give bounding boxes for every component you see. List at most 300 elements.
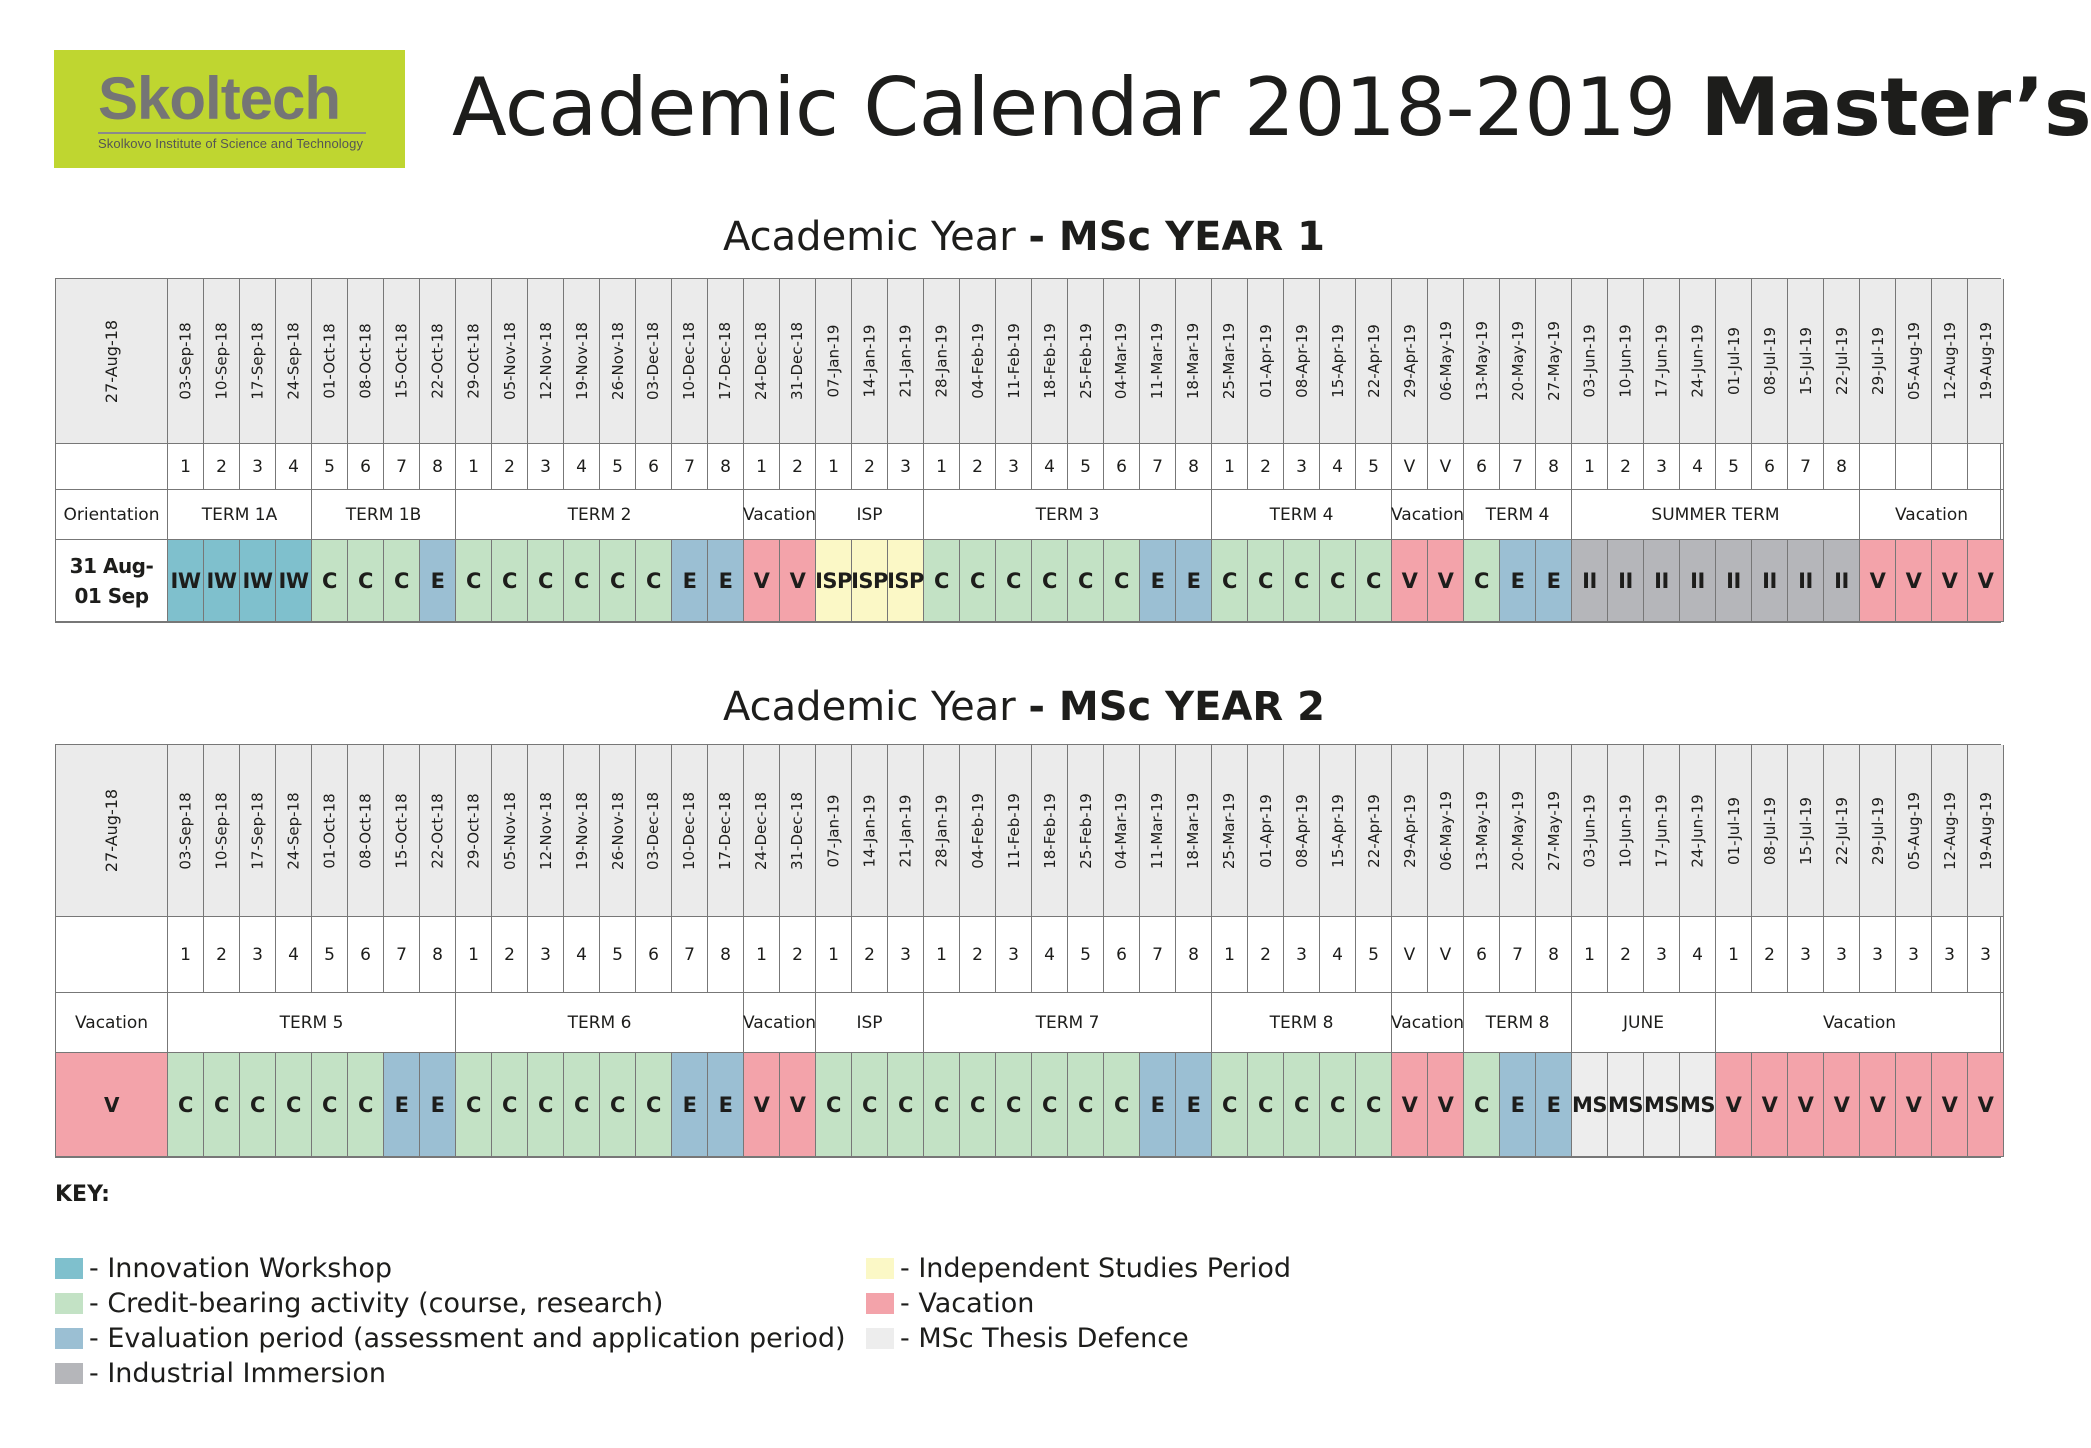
date-label: 18-Mar-19	[1184, 322, 1203, 400]
date-header	[1248, 279, 1284, 444]
week-number: 2	[1752, 917, 1788, 993]
date-label: 27-May-19	[1544, 321, 1563, 401]
activity-cell: II	[1752, 540, 1788, 622]
week-number: V	[1392, 444, 1428, 490]
year2-heading-bold: - MSc YEAR 2	[1028, 684, 1325, 730]
week-number: 1	[924, 444, 960, 490]
week-number: 6	[1464, 444, 1500, 490]
activity-cell: C	[492, 1053, 528, 1157]
week-number: 3	[1896, 917, 1932, 993]
activity-cell: C	[348, 540, 384, 622]
date-header	[1392, 279, 1428, 444]
activity-cell: II	[1644, 540, 1680, 622]
week-number: 3	[996, 917, 1032, 993]
date-header	[204, 279, 240, 444]
activity-cell-first	[56, 540, 168, 622]
activity-cell: E	[384, 1053, 420, 1157]
activity-cell: IW	[276, 540, 312, 622]
date-label: 18-Mar-19	[1184, 792, 1203, 869]
date-header	[1032, 279, 1068, 444]
date-label: 11-Mar-19	[1148, 792, 1167, 869]
activity-cell: C	[1248, 540, 1284, 622]
date-header	[1752, 745, 1788, 917]
activity-cell: C	[1248, 1053, 1284, 1157]
period-label: Vacation	[744, 993, 816, 1053]
week-number: 4	[276, 917, 312, 993]
date-label: 25-Feb-19	[1076, 792, 1095, 869]
date-header	[1932, 279, 1968, 444]
date-header	[1068, 745, 1104, 917]
date-label: 10-Sep-18	[212, 322, 231, 400]
week-number: 1	[168, 917, 204, 993]
period-label: SUMMER TERM	[1572, 490, 1860, 540]
activity-cell: C	[1284, 1053, 1320, 1157]
activity-cell: C	[564, 540, 600, 622]
date-header	[528, 279, 564, 444]
activity-cell: MS	[1644, 1053, 1680, 1157]
date-label: 13-May-19	[1472, 321, 1491, 401]
date-header	[780, 279, 816, 444]
key-text: - Industrial Immersion	[89, 1357, 387, 1389]
date-header	[1716, 279, 1752, 444]
date-header	[1860, 745, 1896, 917]
period-label: TERM 7	[924, 993, 1212, 1053]
date-header	[1500, 745, 1536, 917]
date-header	[1788, 279, 1824, 444]
period-label: TERM 2	[456, 490, 744, 540]
date-label: 29-Jul-19	[1868, 796, 1887, 865]
activity-cell: C	[168, 1053, 204, 1157]
week-number: 1	[744, 917, 780, 993]
week-number: 7	[672, 444, 708, 490]
date-header	[492, 745, 528, 917]
date-label: 26-Nov-18	[608, 791, 627, 870]
week-number: 5	[600, 444, 636, 490]
date-header	[924, 745, 960, 917]
week-number: 8	[1176, 444, 1212, 490]
week-number: 2	[1608, 444, 1644, 490]
week-number: 3	[1284, 444, 1320, 490]
activity-cell: C	[528, 540, 564, 622]
activity-cell: II	[1680, 540, 1716, 622]
activity-cell: C	[1464, 1053, 1500, 1157]
date-label: 17-Sep-18	[248, 322, 267, 400]
date-label: 12-Nov-18	[536, 791, 555, 870]
week-number: 7	[1788, 444, 1824, 490]
key-title: KEY:	[55, 1182, 110, 1207]
activity-cell: V	[1860, 540, 1896, 622]
period-label: TERM 1A	[168, 490, 312, 540]
activity-cell: C	[204, 1053, 240, 1157]
week-number: 2	[780, 444, 816, 490]
key-swatch	[866, 1293, 894, 1314]
week-number: 8	[708, 917, 744, 993]
week-number: 3	[528, 444, 564, 490]
date-label: 06-May-19	[1436, 321, 1455, 401]
date-header	[1428, 745, 1464, 917]
period-label: TERM 4	[1464, 490, 1572, 540]
date-header	[348, 745, 384, 917]
week-number: V	[1392, 917, 1428, 993]
date-label: 22-Jul-19	[1832, 796, 1851, 865]
date-label: 08-Apr-19	[1292, 793, 1311, 868]
date-label: 17-Jun-19	[1652, 324, 1671, 398]
date-label: 07-Jan-19	[824, 794, 843, 867]
date-label: 19-Aug-19	[1976, 322, 1995, 400]
week-number: 2	[780, 917, 816, 993]
date-label: 24-Jun-19	[1688, 324, 1707, 398]
activity-cell: ISP	[816, 540, 852, 622]
week-number: 8	[708, 444, 744, 490]
week-number: 3	[888, 917, 924, 993]
week-number: 4	[564, 444, 600, 490]
activity-cell: C	[1032, 540, 1068, 622]
week-number: 5	[600, 917, 636, 993]
date-header	[1140, 745, 1176, 917]
date-label: 20-May-19	[1508, 321, 1527, 401]
activity-cell: E	[708, 1053, 744, 1157]
date-label: 05-Nov-18	[500, 791, 519, 870]
date-label: 24-Jun-19	[1688, 793, 1707, 868]
week-number: 3	[1824, 917, 1860, 993]
week-number: 6	[1104, 444, 1140, 490]
date-label: 03-Jun-19	[1580, 324, 1599, 398]
week-number: 2	[1608, 917, 1644, 993]
date-header	[420, 279, 456, 444]
year2-heading	[0, 682, 2048, 732]
activity-cell: II	[1788, 540, 1824, 622]
date-header	[600, 745, 636, 917]
week-number: 3	[1860, 917, 1896, 993]
date-label: 03-Jun-19	[1580, 793, 1599, 868]
date-header	[1644, 745, 1680, 917]
key-swatch	[866, 1328, 894, 1349]
key-item	[866, 1323, 1189, 1353]
key-swatch	[55, 1293, 83, 1314]
activity-cell: MS	[1680, 1053, 1716, 1157]
date-header	[240, 745, 276, 917]
date-header	[276, 279, 312, 444]
date-label: 17-Dec-18	[716, 321, 735, 401]
date-header	[1824, 279, 1860, 444]
week-number: 3	[1644, 444, 1680, 490]
date-header	[960, 279, 996, 444]
date-label: 12-Nov-18	[536, 322, 555, 400]
activity-cell: V	[1932, 1053, 1968, 1157]
activity-cell: II	[1824, 540, 1860, 622]
date-header	[384, 745, 420, 917]
period-label: Vacation	[744, 490, 816, 540]
date-header	[852, 745, 888, 917]
activity-cell: C	[636, 1053, 672, 1157]
date-header	[1212, 279, 1248, 444]
week-number: 3	[1788, 917, 1824, 993]
activity-cell: V	[1896, 540, 1932, 622]
week-number: 1	[1716, 917, 1752, 993]
date-label: 04-Mar-19	[1112, 792, 1131, 869]
activity-cell: C	[384, 540, 420, 622]
date-header	[276, 745, 312, 917]
activity-cell: C	[1464, 540, 1500, 622]
date-header	[780, 745, 816, 917]
activity-cell: V	[1824, 1053, 1860, 1157]
date-header	[672, 279, 708, 444]
date-header	[636, 279, 672, 444]
date-header	[744, 279, 780, 444]
week-number: 5	[312, 917, 348, 993]
activity-cell: E	[1176, 1053, 1212, 1157]
week-number: 5	[1068, 444, 1104, 490]
period-label: TERM 8	[1464, 993, 1572, 1053]
logo-subtitle: Skolkovo Institute of Science and Technology	[98, 136, 364, 151]
activity-cell: V	[744, 540, 780, 622]
date-header	[1752, 279, 1788, 444]
date-header	[1320, 279, 1356, 444]
date-label: 10-Sep-18	[212, 791, 231, 870]
date-label: 10-Jun-19	[1616, 324, 1635, 398]
activity-first-line: 01 Sep	[74, 583, 149, 608]
activity-cell: C	[1068, 540, 1104, 622]
week-number: 2	[960, 917, 996, 993]
activity-cell: V	[1968, 1053, 2004, 1157]
activity-cell: II	[1572, 540, 1608, 622]
week-number: 1	[1212, 917, 1248, 993]
date-label: 06-May-19	[1436, 790, 1455, 871]
week-number: 3	[240, 917, 276, 993]
date-label: 05-Aug-19	[1904, 322, 1923, 400]
date-header	[1572, 745, 1608, 917]
key-item	[55, 1323, 846, 1353]
date-header	[204, 745, 240, 917]
logo-divider	[98, 132, 366, 134]
week-number: 2	[852, 917, 888, 993]
activity-cell: C	[960, 1053, 996, 1157]
period-label: TERM 3	[924, 490, 1212, 540]
key-swatch	[55, 1363, 83, 1384]
date-label: 11-Feb-19	[1004, 792, 1023, 869]
week-number: 2	[492, 444, 528, 490]
date-label: 14-Jan-19	[860, 794, 879, 867]
activity-cell: E	[1176, 540, 1212, 622]
date-label: 13-May-19	[1472, 790, 1491, 871]
date-header	[1032, 745, 1068, 917]
week-number: 3	[888, 444, 924, 490]
activity-cell: ISP	[852, 540, 888, 622]
date-label: 12-Aug-19	[1940, 322, 1959, 400]
week-number: 1	[456, 444, 492, 490]
year2-heading-light: Academic Year	[723, 684, 1029, 730]
date-header	[1356, 745, 1392, 917]
period-label-first: Orientation	[56, 490, 168, 540]
week-number: 4	[564, 917, 600, 993]
week-number: 1	[924, 917, 960, 993]
activity-cell: C	[888, 1053, 924, 1157]
week-number: 4	[1680, 917, 1716, 993]
date-header	[888, 745, 924, 917]
activity-cell: E	[1140, 540, 1176, 622]
date-label: 12-Aug-19	[1940, 791, 1959, 870]
date-label: 11-Feb-19	[1004, 323, 1023, 399]
week-number: 5	[1716, 444, 1752, 490]
date-label: 19-Nov-18	[572, 322, 591, 400]
week-number: 3	[996, 444, 1032, 490]
date-label: 24-Sep-18	[284, 322, 303, 400]
week-number: 4	[1320, 444, 1356, 490]
date-header	[1644, 279, 1680, 444]
date-header	[1572, 279, 1608, 444]
date-header	[996, 745, 1032, 917]
week-number: 3	[1932, 917, 1968, 993]
date-header	[888, 279, 924, 444]
date-label: 01-Jul-19	[1724, 327, 1743, 395]
date-header	[960, 745, 996, 917]
activity-cell: C	[636, 540, 672, 622]
week-number: 8	[1176, 917, 1212, 993]
activity-cell: C	[600, 540, 636, 622]
week-number: 5	[1356, 444, 1392, 490]
date-label: 07-Jan-19	[824, 324, 843, 398]
key-item	[866, 1253, 1291, 1283]
activity-cell: C	[1212, 1053, 1248, 1157]
activity-cell: MS	[1572, 1053, 1608, 1157]
week-number: 6	[348, 917, 384, 993]
date-label: 29-Apr-19	[1400, 793, 1419, 868]
week-number: 1	[816, 444, 852, 490]
year1-heading	[0, 212, 2048, 262]
date-label: 08-Oct-18	[356, 792, 375, 869]
activity-cell: V	[780, 1053, 816, 1157]
date-header	[924, 279, 960, 444]
date-header	[1968, 279, 2004, 444]
activity-cell: C	[924, 1053, 960, 1157]
date-label: 22-Oct-18	[428, 323, 447, 399]
key-text: - Innovation Workshop	[89, 1252, 393, 1284]
activity-cell: C	[1104, 540, 1140, 622]
date-header	[708, 279, 744, 444]
date-label: 15-Jul-19	[1796, 796, 1815, 865]
period-label: TERM 6	[456, 993, 744, 1053]
activity-cell: E	[708, 540, 744, 622]
activity-cell: II	[1608, 540, 1644, 622]
date-header	[168, 745, 204, 917]
week-number: 3	[528, 917, 564, 993]
week-number: 1	[1572, 917, 1608, 993]
activity-first-line: 31 Aug-	[69, 553, 154, 578]
date-header	[1212, 745, 1248, 917]
date-header	[1536, 279, 1572, 444]
date-label: 22-Apr-19	[1364, 324, 1383, 398]
activity-cell: C	[240, 1053, 276, 1157]
date-header	[1248, 745, 1284, 917]
date-header	[1104, 279, 1140, 444]
date-label: 04-Mar-19	[1112, 322, 1131, 400]
date-header	[456, 745, 492, 917]
activity-cell: C	[996, 540, 1032, 622]
date-label: 04-Feb-19	[968, 792, 987, 869]
key-item	[866, 1288, 1034, 1318]
date-label: 01-Apr-19	[1256, 324, 1275, 398]
year1-heading-bold: - MSc YEAR 1	[1028, 214, 1325, 260]
date-label: 24-Sep-18	[284, 791, 303, 870]
date-header	[1680, 279, 1716, 444]
key-item	[55, 1358, 386, 1388]
date-header	[384, 279, 420, 444]
activity-cell: C	[996, 1053, 1032, 1157]
date-label: 18-Feb-19	[1040, 792, 1059, 869]
date-label: 08-Apr-19	[1292, 324, 1311, 398]
date-label: 15-Oct-18	[392, 323, 411, 399]
activity-cell: II	[1716, 540, 1752, 622]
key-text: - Evaluation period (assessment and application period)	[89, 1322, 846, 1354]
period-label: ISP	[816, 490, 924, 540]
date-label: 19-Nov-18	[572, 791, 591, 870]
date-label: 05-Nov-18	[500, 322, 519, 400]
date-label: 01-Oct-18	[320, 323, 339, 399]
date-header	[744, 745, 780, 917]
date-header	[420, 745, 456, 917]
activity-cell: C	[1320, 1053, 1356, 1157]
date-label: 25-Mar-19	[1220, 322, 1239, 400]
activity-cell: C	[816, 1053, 852, 1157]
page-title-bold: Master’s	[1700, 61, 2091, 154]
date-header	[1464, 279, 1500, 444]
week-number: 4	[1032, 444, 1068, 490]
date-header	[1320, 745, 1356, 917]
activity-cell: ISP	[888, 540, 924, 622]
period-label: Vacation	[1392, 490, 1464, 540]
week-number: 5	[1356, 917, 1392, 993]
activity-cell: V	[744, 1053, 780, 1157]
date-label: 03-Sep-18	[176, 791, 195, 870]
activity-cell: IW	[168, 540, 204, 622]
activity-cell: V	[1392, 540, 1428, 622]
date-label: 18-Feb-19	[1040, 323, 1059, 399]
activity-cell: V	[1716, 1053, 1752, 1157]
week-number: V	[1428, 444, 1464, 490]
date-label: 24-Dec-18	[752, 791, 771, 870]
date-label: 17-Jun-19	[1652, 793, 1671, 868]
date-header	[528, 745, 564, 917]
activity-cell: C	[1356, 540, 1392, 622]
date-label: 15-Oct-18	[392, 792, 411, 869]
week-number	[1860, 444, 1896, 490]
week-number: 2	[1248, 444, 1284, 490]
period-label: Vacation	[1716, 993, 2004, 1053]
activity-cell: E	[1500, 1053, 1536, 1157]
week-number: 7	[384, 917, 420, 993]
week-number	[1968, 444, 2004, 490]
date-header	[1860, 279, 1896, 444]
activity-cell: C	[852, 1053, 888, 1157]
date-header	[852, 279, 888, 444]
activity-cell: V	[1428, 540, 1464, 622]
activity-cell: V	[1788, 1053, 1824, 1157]
week-number: 1	[1212, 444, 1248, 490]
activity-cell: V	[780, 540, 816, 622]
activity-cell: C	[312, 1053, 348, 1157]
date-header	[708, 745, 744, 917]
activity-cell: E	[672, 1053, 708, 1157]
period-label: JUNE	[1572, 993, 1716, 1053]
date-label: 01-Apr-19	[1256, 793, 1275, 868]
activity-cell: V	[1392, 1053, 1428, 1157]
activity-cell: C	[348, 1053, 384, 1157]
period-label: TERM 8	[1212, 993, 1392, 1053]
date-label: 26-Nov-18	[608, 322, 627, 400]
date-header	[1284, 279, 1320, 444]
date-header	[1464, 745, 1500, 917]
activity-cell: C	[1068, 1053, 1104, 1157]
